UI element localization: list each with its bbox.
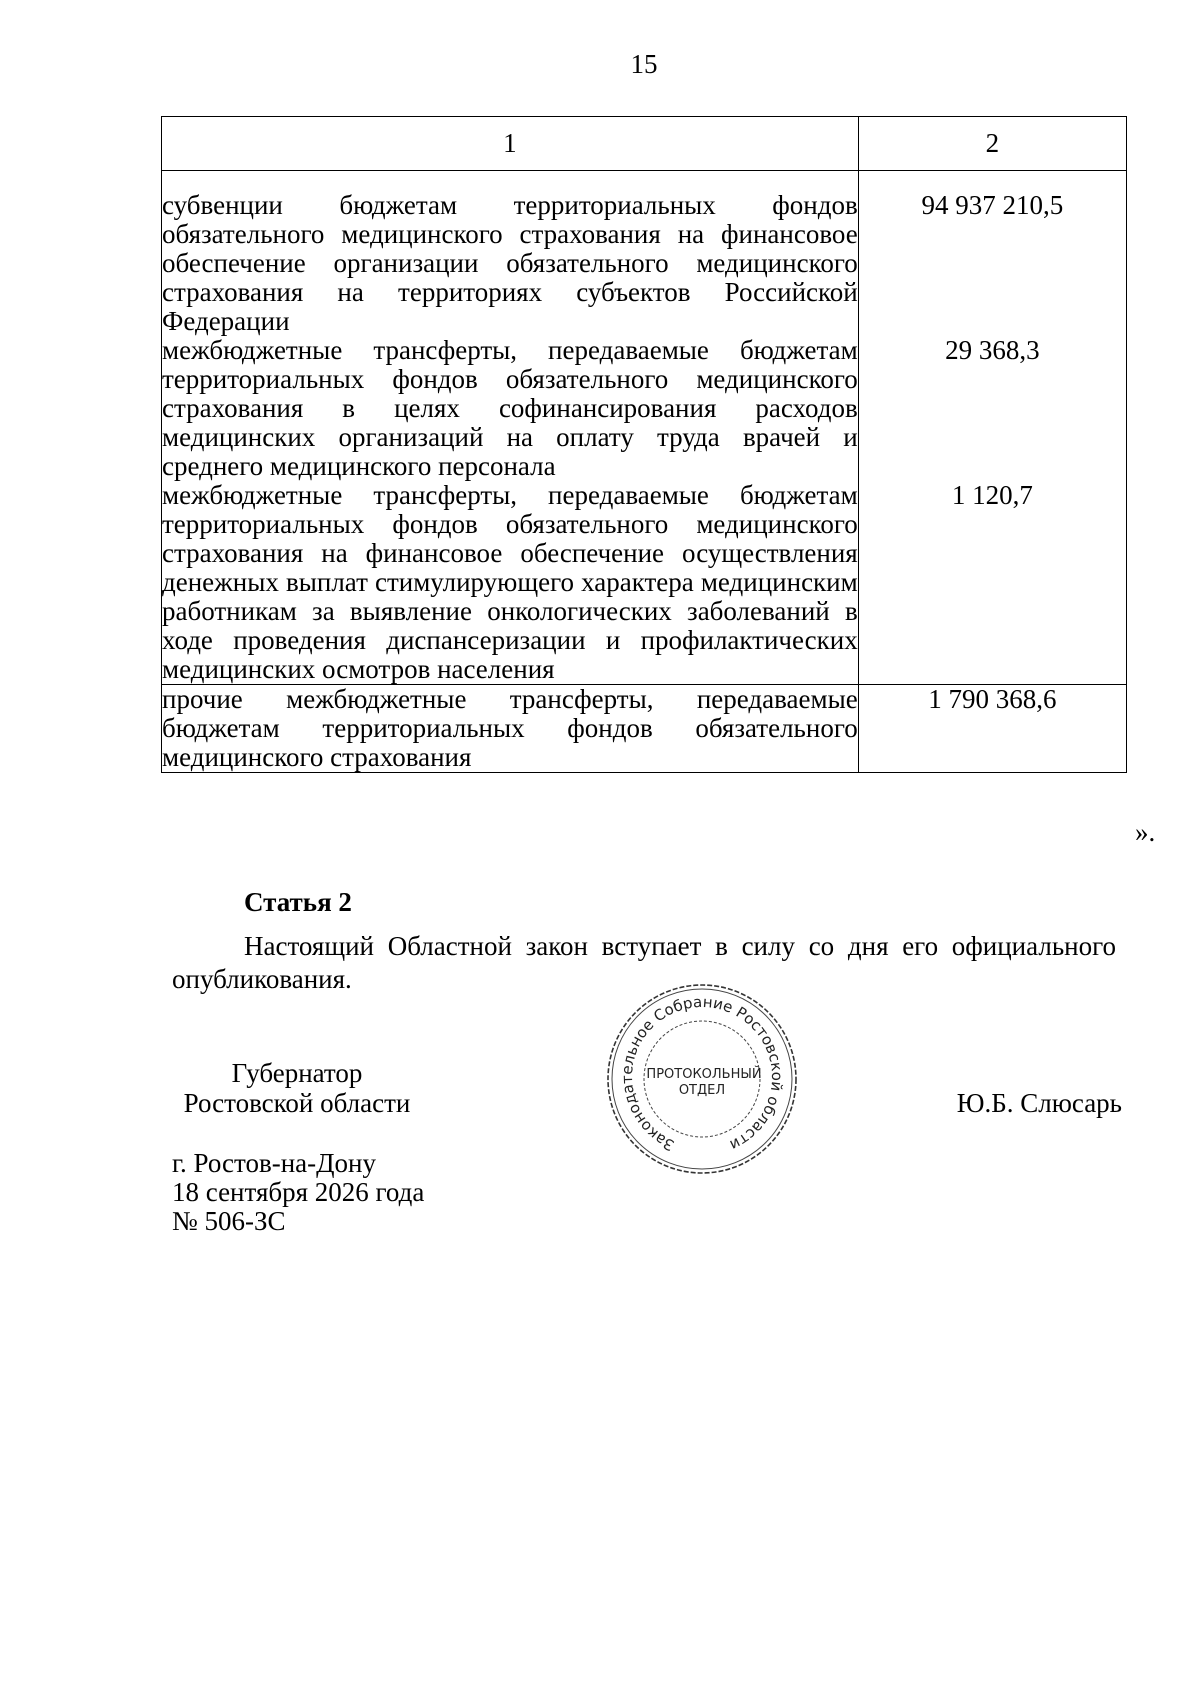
stamp-ring-text: Законодательное Собрание Ростовской области	[617, 992, 787, 1155]
city: г. Ростов-на-Дону	[172, 1148, 377, 1178]
official-seal-stamp	[600, 981, 804, 1177]
table-row	[162, 481, 1127, 685]
stamp-center-text: ОТДЕЛ	[678, 1083, 726, 1098]
table-row	[162, 336, 1127, 481]
row-description: субвенции бюджетам территориальных фондов обязательного медицинского страхования на финансовое обеспечение организации обязательного медицинского страхования на территориях субъектов Российской Федерации	[162, 171, 859, 337]
closing-quote: ».	[1135, 817, 1156, 847]
stamp-center-text: ПРОТОКОЛЬНЫЙ	[646, 1067, 762, 1082]
column-header-amount: 2	[858, 117, 1126, 171]
law-number: № 506-ЗС	[172, 1206, 286, 1236]
row-amount: 94 937 210,5	[858, 171, 1126, 337]
table-header-row	[162, 117, 1127, 171]
signer-title-line: Ростовской области	[183, 1088, 411, 1118]
column-header-description: 1	[162, 117, 859, 171]
row-description: межбюджетные трансферты, передаваемые бюджетам территориальных фондов обязательного медицинского страхования в целях софинансирования расходов медицинских организаций на оплату труда врачей и среднего медицинского персонала	[162, 335, 858, 481]
table-row	[162, 171, 1127, 337]
budget-table	[161, 116, 1127, 773]
table-row	[162, 685, 1127, 773]
page-number: 15	[630, 49, 658, 79]
row-amount: 1 790 368,6	[858, 685, 1126, 773]
signer-title-line: Губернатор	[231, 1058, 363, 1088]
row-amount: 1 120,7	[858, 481, 1126, 685]
article-text: Настоящий Областной закон вступает в силу со дня его официального опубликования.	[172, 931, 1116, 994]
row-amount: 29 368,3	[858, 336, 1126, 481]
row-description: межбюджетные трансферты, передаваемые бюджетам территориальных фондов обязательного медицинского страхования на финансовое обеспечение осуществления денежных выплат стимулирующего характера медицинским работникам за выявление онкологических заболеваний в ходе проведения диспансеризации и профилактических медицинских осмотров населения	[162, 480, 858, 684]
row-description: прочие межбюджетные трансферты, передаваемые бюджетам территориальных фондов обязательного медицинского страхования	[162, 684, 858, 772]
signer-name: Ю.Б. Слюсарь	[956, 1088, 1122, 1118]
signer-title	[172, 1058, 422, 1118]
article-heading: Статья 2	[244, 887, 352, 917]
place-date-block	[172, 1149, 424, 1236]
date: 18 сентября 2026 года	[172, 1177, 425, 1207]
